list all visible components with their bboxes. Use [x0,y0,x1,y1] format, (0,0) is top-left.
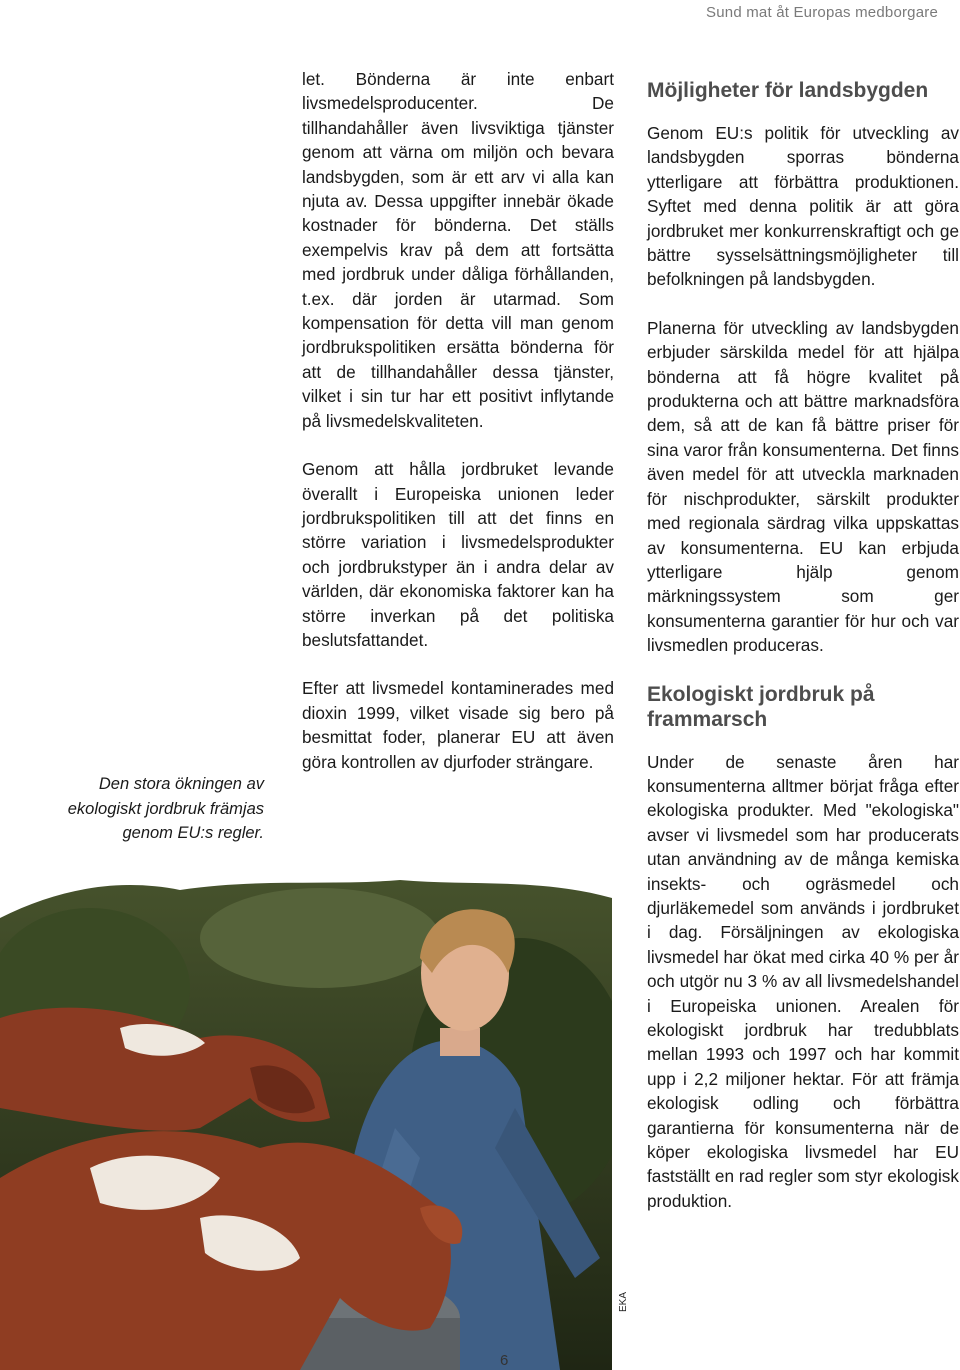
paragraph: Efter att livsmedel kontaminerades med dioxin 1999, vilket visade sig bero på besmittat foder, planerar EU att även göra kontrollen av djurfoder strängare. [302,678,614,772]
photo-caption: Den stora ökningen av ekologiskt jordbruk främjas genom EU:s regler. [67,775,264,842]
paragraph: Genom att hålla jordbruket levande överallt i Europeiska unionen leder jordbrukspolitiken till att det finns en större variation i livsmedelsprodukter och jordbrukstyper än i andra delar av världen, där ekonomiska faktorer kan ha större inverkan på det politiska beslutsfattandet. [302,459,614,650]
paragraph: let. Bönderna är inte enbart livsmedelsproducenter. De tillhandahåller även livsviktiga tjänster genom att värna om miljön och bevara landsbygden, som är ett arv vi alla kan njuta av. Dessa uppgifter innebär ökade kostnader för bönderna. Det ställs exempelvis krav på dem att fortsätta med jordbruk under dåliga förhållanden, t.ex. där jorden är utarmad. Som kompensation för detta vill man genom jordbrukspolitiken ersätta bönderna för att de tillhandahåller dessa tjänster, vilket i sin tur har ett positivt inflytande på livsmedelskvaliteten. [302,69,614,431]
article-column-right [647,78,959,1213]
paragraph: Genom EU:s politik för utveckling av landsbygden sporras bönderna ytterligare att förbättra produktionen. Syftet med denna politik är att göra jordbruket mer konkurrenskraftigt och ge bättre sysselsättningsmöjligheter till befolkningen på landsbygden. [647,123,959,290]
article-column-middle [302,67,614,774]
section-heading: Ekologiskt jordbruk på frammarsch [647,682,875,731]
running-header: Sund mat åt Europas medborgare [706,4,938,21]
photo-credit: EKA [618,1292,629,1313]
page-number: 6 [500,1352,509,1369]
photo-farmer-feeding-cows [0,878,612,1370]
paragraph: Under de senaste åren har konsumenterna alltmer börjat fråga efter ekologiska produkter. Med "ekologiska" avser vi livsmedel som har producerats utan användning av de många kemiska insekts- och ogräsmedel och djurläkemedel som används i jordbruket i dag. Försäljningen av ekologiska livsmedel har ökat med cirka 40 % per år och utgör nu 3 % av all livsmedelshandel i Europeiska unionen. Arealen för ekologiskt jordbruk har tredubblats mellan 1993 och 1997 och har kommit upp i 2,2 miljoner hektar. För att främja ekologisk odling och förbättra garantierna för konsumenterna när de köper ekologiska livsmedel har EU fastställt en rad regler som styr ekologisk produktion. [647,751,959,1211]
paragraph: Planerna för utveckling av landsbygden erbjuder särskilda medel för att hjälpa bönderna att få högre kvalitet på produkterna och att bättre marknadsföra dem, så att de kan få bättre priser för sina varor från konsumenterna. Det finns även medel för att utveckla marknaden för nischprodukter, särskilt produkter med regionala särdrag vilka uppskattas av konsumenterna. EU kan erbjuda ytterligare hjälp genom märkningssystem som ger konsumenterna garantier för hur och var livsmedlen produceras. [647,317,959,656]
section-heading: Möjligheter för landsbygden [647,79,929,102]
